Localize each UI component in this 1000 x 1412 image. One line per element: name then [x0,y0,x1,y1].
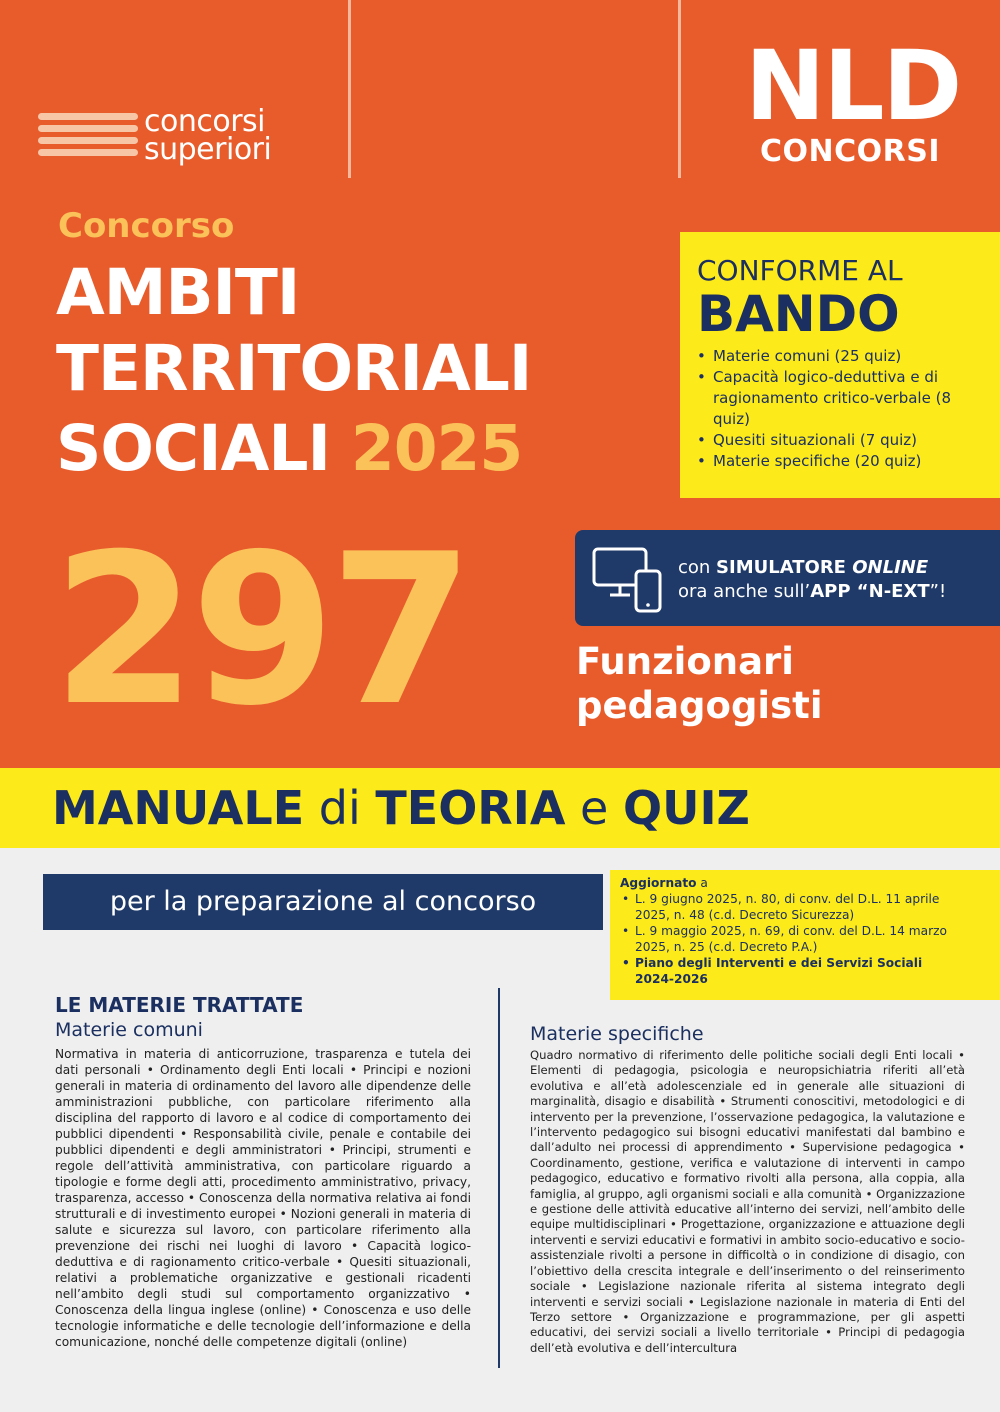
conformity-heading: CONFORME AL [697,254,903,287]
common-subjects-title: Materie comuni [55,1019,203,1041]
manual-title: MANUALE di TEORIA e QUIZ [52,781,750,835]
conformity-item: • Capacità logico-deduttiva e di ragionamento critico-verbale (8 quiz) [697,367,992,430]
divider-line [348,0,351,178]
nld-sub: CONCORSI [759,134,940,169]
simulator-text: con SIMULATORE ONLINE ora anche sull’APP “N-EXT”! [678,557,947,602]
conformity-heading-big: BANDO [697,285,900,343]
year: 2025 [350,412,523,485]
section-title: LE MATERIE TRATTATE [55,993,304,1017]
devices-icon [592,543,664,615]
update-item: • Piano degli Interventi e dei Servizi Sociali 2024-2026 [620,955,950,987]
specific-subjects-title: Materie specifiche [530,1023,704,1045]
conformity-item: • Materie comuni (25 quiz) [697,346,992,367]
common-subjects-text: Normativa in materia di anticorruzione, trasparenza e tutela dei dati personali • Ordinamento degli Enti locali • Principi e nozioni generali in materia di ordinamento del lavoro alle dipendenze delle amministrazioni pubbliche, con particolare riferimento alla disciplina del rapporto di lavoro e al codice di comportamento dei pubblici dipendenti • Responsabilità civile, penale e contabile dei pubblici dipendenti e degli amministratori • Principi, strumenti e regole dell’attività amministrativa, con particolare riguardo a tipologie e forme degli atti, procedimento amministrativo, privacy, trasparenza, accesso • Conoscenza della normativa relativa ai fondi strutturali e di investimento europei • Nozioni generali in materia di salute e sicurezza sul lavoro, con particolare riferimento alla prevenzione dei rischi nei luoghi di lavoro • Capacità logico-deduttiva e di ragionamento critico-verbale • Quesiti situazionali, relativi a problematiche organizzative e gestionali ricadenti nell’ambito degli studi sul comportamento organizzativo • Conoscenza della lingua inglese (online) • Conoscenza e uso delle tecnologie informatiche e delle tecnologie dell’informazione e della comunicazione, nonché delle competenze digitali (online) [55,1047,471,1349]
update-item: • L. 9 giugno 2025, n. 80, di conv. del D.L. 11 aprile 2025, n. 48 (c.d. Decreto Sicurezza) [620,891,950,923]
subtitle: per la preparazione al concorso [43,874,603,930]
divider-line [678,0,681,178]
title-line-1: AMBITI [56,256,300,329]
logo-line1: concorsi [144,104,266,139]
books-icon [38,113,138,165]
nld-main: NLD [745,30,961,142]
concorsi-superiori-logo [38,104,328,170]
role-title: Funzionari pedagogisti [576,640,823,727]
update-notes: Aggiornato a • L. 9 giugno 2025, n. 80, di conv. del D.L. 11 aprile 2025, n. 48 (c.d. Decreto Sicurezza) • L. 9 maggio 2025, n. 69, di conv. del D.L. 14 marzo 2025, n. 25 (c.d. Decreto P.A.) • Piano degli Interventi e dei Servizi Sociali 2024-2026 [620,875,950,987]
positions-count: 297 [52,510,469,752]
conformity-item: • Quesiti situazionali (7 quiz) [697,430,992,451]
conformity-item: • Materie specifiche (20 quiz) [697,451,992,472]
title-line-3: SOCIALI 2025 [56,412,523,485]
column-divider [498,988,500,1368]
update-item: • L. 9 maggio 2025, n. 69, di conv. del D.L. 14 marzo 2025, n. 25 (c.d. Decreto P.A.) [620,923,950,955]
pre-title: Concorso [58,206,235,246]
logo-line2: superiori [144,132,272,167]
specific-subjects-text: Quadro normativo di riferimento delle politiche sociali degli Enti locali • Elementi di pedagogia, psicologia e neuropsichiatria riferiti all’età evolutiva e all’età adolescenziale ed in generale alle situazioni di marginalità, disagio e disabilità • Strumenti conoscitivi, metodologici e di intervento per la prevenzione, l’osservazione pedagogica, la valutazione e l’intervento pedagogico sui bisogni educativi manifestati dal bambino e dall’adulto nei processi di apprendimento • Supervisione pedagogica • Coordinamento, gestione, verifica e valutazione di interventi in campo pedagogico, educativo e formativo rivolti alla persona, alla coppia, alla famiglia, al gruppo, agli organismi sociali e alla comunità • Organizzazione e gestione delle attività educative all’interno dei servizi, nell’ambito delle equipe multidisciplinari • Progettazione, organizzazione e attuazione degli interventi e servizi educativi e formativi in ambito socio-educativo e socio-assistenziale rivolti a persone in difficoltà o in condizione di disagio, con l’obiettivo della crescita integrale e dell’inserimento o del reinserimento sociale • Legislazione nazionale riferita al sistema integrato degli interventi e servizi sociali • Legislazione nazionale in materia di Enti del Terzo settore • Organizzazione e programmazione, per gli aspetti educativi, dei servizi sociali a livello territoriale • Principi di pedagogia dell’età evolutiva e dell’intercultura [530,1048,965,1355]
nld-logo [745,30,961,170]
conformity-list [697,346,992,472]
title-line-2: TERRITORIALI [56,332,532,405]
